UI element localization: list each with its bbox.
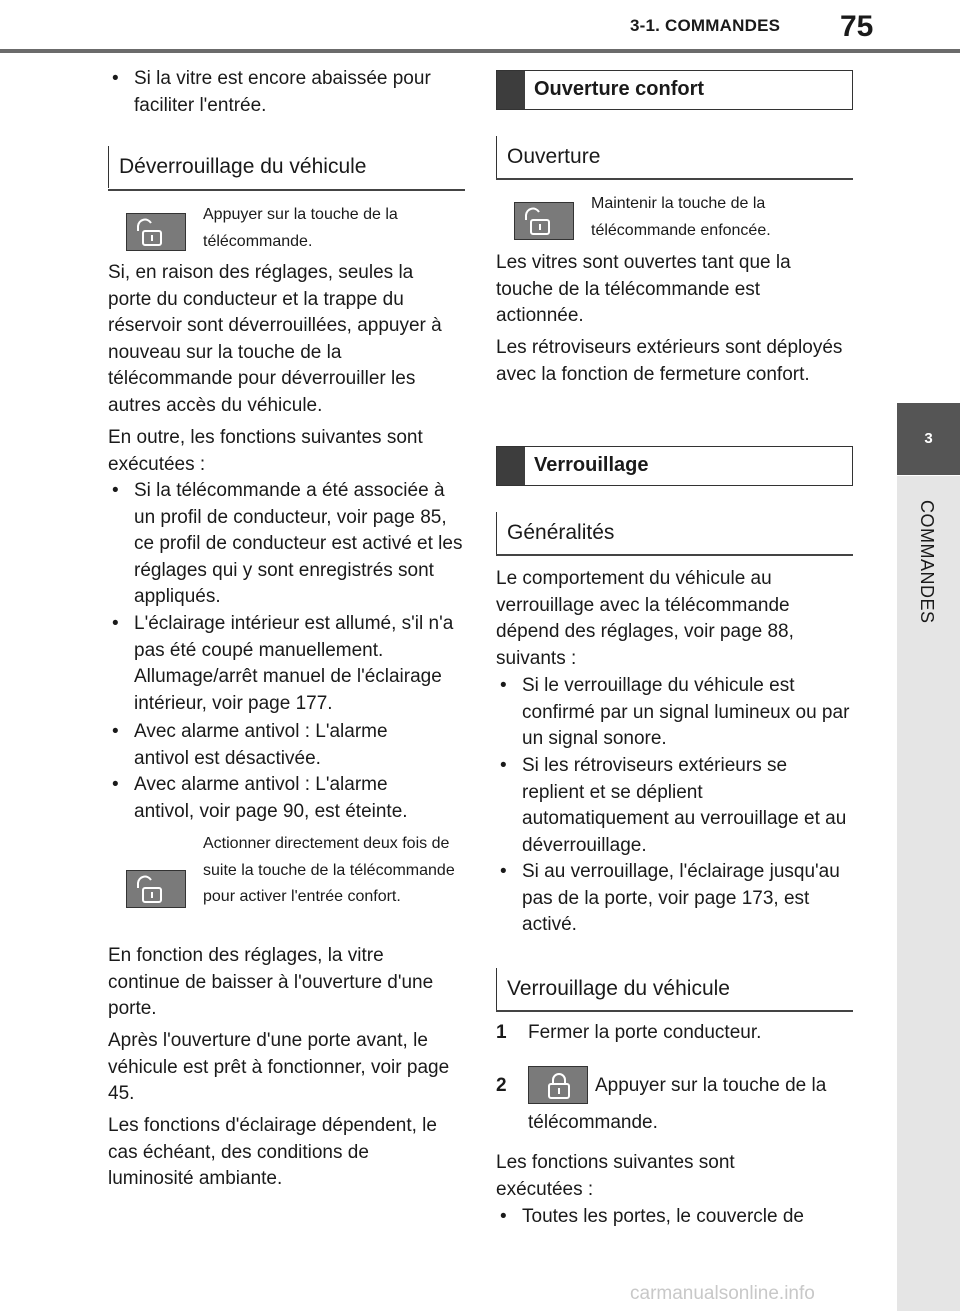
chapter-tab-number: 3 bbox=[897, 403, 960, 475]
unlock-key-1 bbox=[126, 213, 186, 251]
section-comfort-title: Ouverture confort bbox=[534, 78, 705, 100]
left-bullet-4: • Avec alarme antivol : L'alarme antivol, voir page 90, est éteinte. bbox=[108, 772, 434, 825]
left-para-2: En outre, les fonctions suivantes sont exécutées : bbox=[108, 427, 423, 475]
left-para-4: Après l'ouverture d'une porte avant, le véhicule est prêt à fonctionner, voir page 45. bbox=[108, 1030, 450, 1104]
left-bullet-1: • Si la télécommande a été associée à un profil de conducteur, voir page 85, ce profil de conducteur est activé et les réglages qui y sont enregistrés sont appliqués. bbox=[108, 478, 464, 611]
unlock-key-2 bbox=[126, 870, 186, 908]
right-para-1: Les vitres sont ouvertes tant que la touche de la télécommande est actionnée. bbox=[496, 252, 791, 326]
unlocked-padlock-icon bbox=[127, 871, 187, 909]
section-bar bbox=[497, 71, 525, 109]
key2-note: Actionner directement deux fois de suite la touche de la télécommande pour activer l'entrée confort. bbox=[203, 835, 455, 905]
left-bullet-2: • L'éclairage intérieur est allumé, s'il n'a pas été coupé manuellement. Allumage/arrêt manuel de l'éclairage intérieur, voir page 177. bbox=[108, 611, 474, 717]
section-bar bbox=[497, 447, 525, 485]
heading-unlock: Déverrouillage du véhicule bbox=[108, 146, 366, 188]
left-para-1: Si, en raison des réglages, seules la porte du conducteur et la trappe du réservoir sont déverrouillées, appuyer à nouveau sur la touche de la télécommande pour déverrouiller les autres accès du véhicule. bbox=[108, 262, 442, 416]
right-bullet-2: • Si les rétroviseurs extérieurs se replient et se déplient automatiquement au verrouillage et au déverrouillage. bbox=[496, 753, 852, 859]
right-last-bullet: • Toutes les portes, le couvercle de bbox=[496, 1204, 862, 1231]
heading-open: Ouverture bbox=[496, 136, 600, 178]
section-locking bbox=[496, 446, 853, 486]
unlock-key-3 bbox=[514, 202, 574, 240]
right-para-4: Les fonctions suivantes sont exécutées : bbox=[496, 1152, 735, 1200]
heading-general-rule bbox=[496, 554, 853, 556]
page-number: 75 bbox=[840, 10, 874, 43]
step-2-text-b: télécommande. bbox=[528, 1112, 658, 1133]
unlocked-padlock-icon bbox=[515, 203, 575, 241]
left-para-3: En fonction des réglages, la vitre continue de baisser à l'ouverture d'une porte. bbox=[108, 945, 434, 1019]
watermark: carmanualsonline.info bbox=[630, 1283, 815, 1304]
heading-lock-vehicle-rule bbox=[496, 1010, 853, 1012]
locked-padlock-icon bbox=[529, 1067, 589, 1105]
step-1-text: Fermer la porte conducteur. bbox=[528, 1022, 762, 1043]
left-bullet-3: • Avec alarme antivol : L'alarme antivol est désactivée. bbox=[108, 719, 434, 772]
heading-unlock-rule bbox=[108, 189, 465, 191]
section-title: 3-1. COMMANDES bbox=[630, 16, 781, 35]
chapter-tab-label: COMMANDES bbox=[917, 500, 937, 624]
heading-lock-vehicle: Verrouillage du véhicule bbox=[496, 968, 730, 1010]
right-bullet-3: • Si au verrouillage, l'éclairage jusqu'au pas de la porte, voir page 173, est activé. bbox=[496, 859, 842, 939]
right-bullet-1: • Si le verrouillage du véhicule est confirmé par un signal lumineux ou par un signal sonore. bbox=[496, 673, 852, 753]
unlocked-padlock-icon bbox=[127, 214, 187, 252]
header-rule bbox=[0, 49, 960, 53]
heading-open-rule bbox=[496, 178, 853, 180]
left-para-5: Les fonctions d'éclairage dépendent, le cas échéant, des conditions de luminosité ambiante. bbox=[108, 1115, 437, 1189]
step-2-number: 2 bbox=[496, 1075, 507, 1096]
section-locking-title: Verrouillage bbox=[534, 454, 649, 476]
step-1-number: 1 bbox=[496, 1022, 507, 1043]
key3-note: Maintenir la touche de la télécommande enfoncée. bbox=[591, 195, 771, 239]
step-2-text-a: Appuyer sur la touche de la bbox=[595, 1075, 827, 1096]
lock-key bbox=[528, 1066, 588, 1104]
right-para-2: Les rétroviseurs extérieurs sont déployés avec la fonction de fermeture confort. bbox=[496, 337, 843, 385]
right-para-3: Le comportement du véhicule au verrouillage avec la télécommande dépend des réglages, voir page 88, suivants : bbox=[496, 568, 794, 669]
section-comfort-opening bbox=[496, 70, 853, 110]
intro-bullet: • Si la vitre est encore abaissée pour faciliter l'entrée. bbox=[108, 66, 479, 119]
key1-note: Appuyer sur la touche de la télécommande. bbox=[203, 206, 398, 250]
heading-general: Généralités bbox=[496, 512, 614, 554]
